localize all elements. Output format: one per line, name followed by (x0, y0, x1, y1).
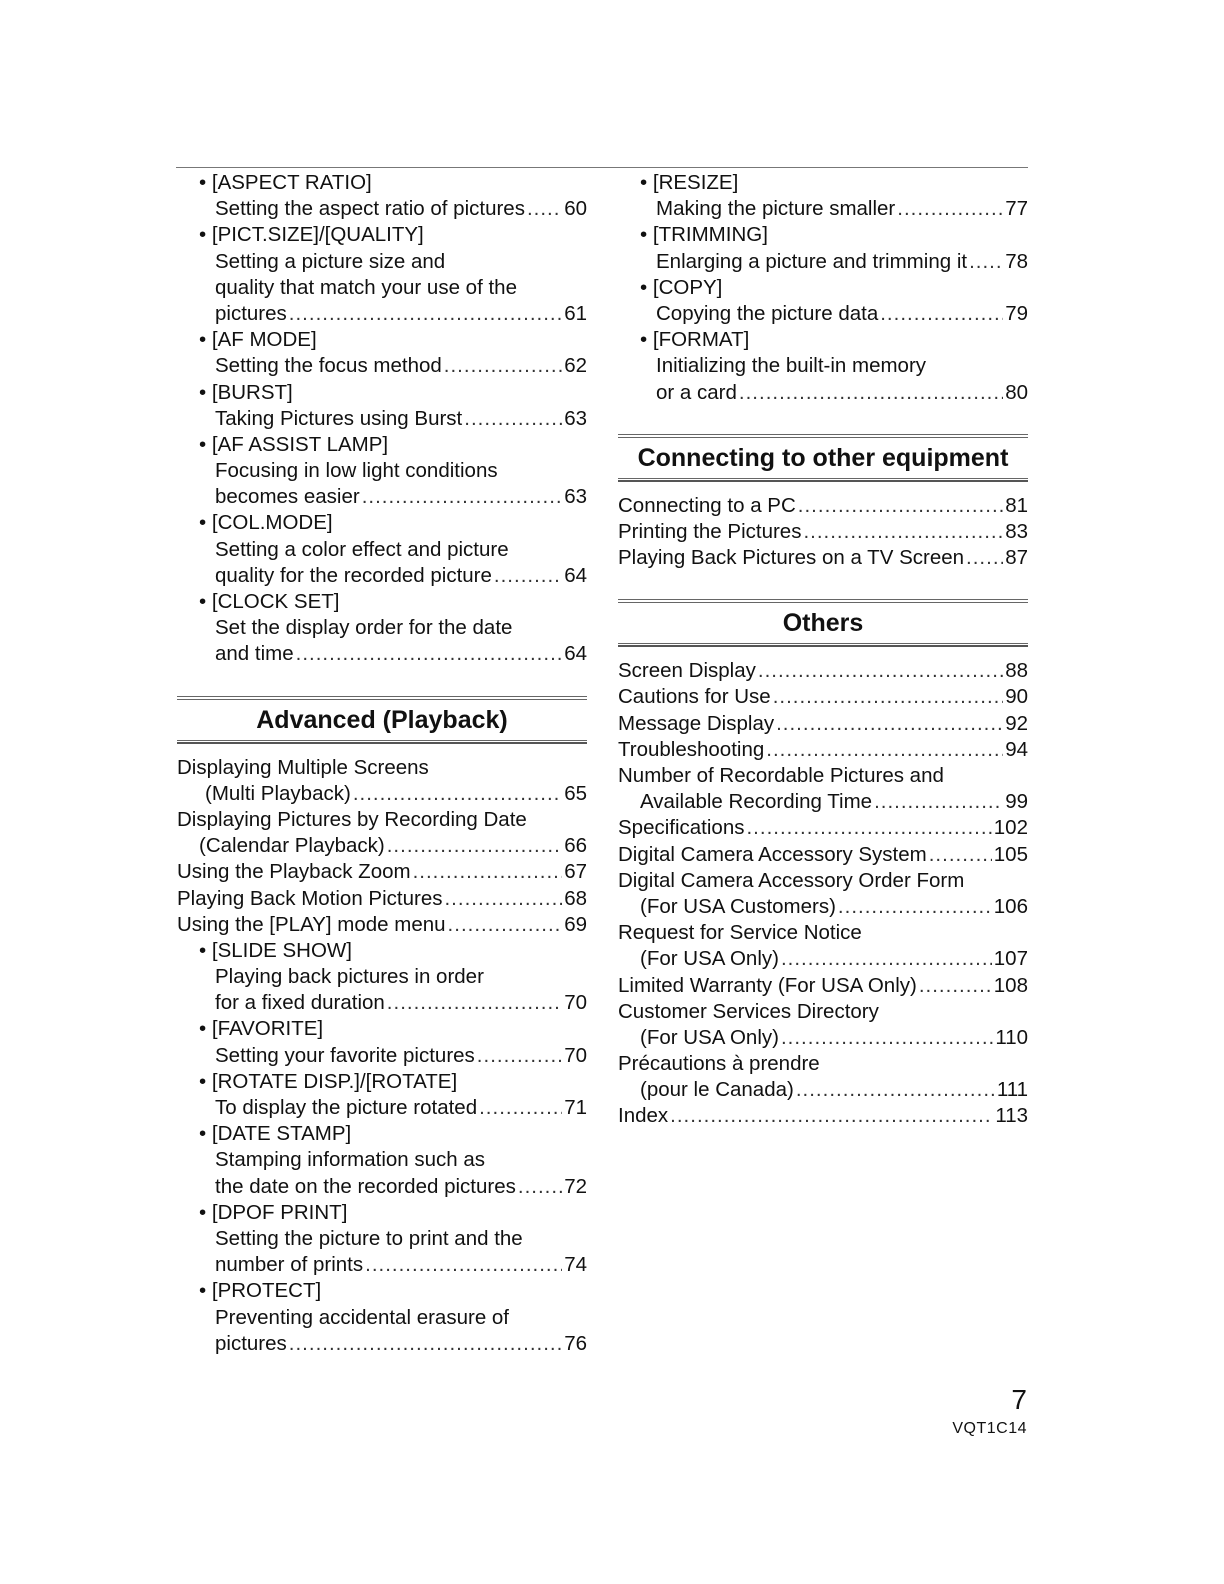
entry-title: Stamping information such as (215, 1148, 486, 1172)
dot-leader (527, 196, 562, 222)
entry-title: (Multi Playback) (205, 781, 351, 805)
toc-entry[interactable] (177, 833, 587, 859)
page-ref: 81 (1005, 493, 1028, 517)
toc-text-line (177, 1305, 587, 1331)
entry-title: pictures (215, 1331, 287, 1355)
dot-leader (387, 833, 562, 859)
entry-title: (For USA Customers) (640, 894, 836, 918)
toc-text-line (177, 537, 587, 563)
toc-entry[interactable] (618, 789, 1028, 815)
entry-title: Cautions for Use (618, 685, 771, 709)
toc-entry[interactable] (618, 301, 1028, 327)
page-ref: 106 (993, 894, 1028, 918)
entry-title: Playing Back Pictures on a TV Screen (618, 546, 965, 570)
entry-title: Setting a color effect and picture (215, 537, 509, 561)
toc-entry[interactable] (618, 658, 1028, 684)
entry-title: number of prints (215, 1253, 364, 1277)
page-ref: 76 (564, 1331, 587, 1355)
menu-item-heading (177, 510, 587, 536)
toc-text-line (177, 1226, 587, 1252)
entry-title: Enlarging a picture and trimming it (656, 249, 968, 273)
menu-item-heading (177, 589, 587, 615)
page-ref: 110 (995, 1025, 1028, 1049)
entry-title: Available Recording Time (640, 790, 873, 814)
dot-leader (289, 1331, 562, 1357)
toc-entry[interactable] (177, 1095, 587, 1121)
section-rule (177, 740, 587, 744)
toc-entry[interactable] (618, 519, 1028, 545)
left-menu-items (177, 170, 587, 668)
dot-leader (880, 301, 1003, 327)
toc-entry[interactable] (177, 990, 587, 1016)
dot-leader (365, 1252, 562, 1278)
page-ref: 78 (1005, 249, 1028, 273)
menu-item-label: • [ASPECT RATIO] (199, 171, 372, 194)
toc-entry[interactable] (177, 1043, 587, 1069)
menu-item-label: • [CLOCK SET] (199, 590, 340, 613)
entry-title: Printing the Pictures (618, 519, 802, 543)
entry-title: Setting your favorite pictures (215, 1043, 475, 1067)
menu-item-heading (177, 380, 587, 406)
dot-leader (758, 658, 1003, 684)
menu-item-label: • [COPY] (640, 275, 723, 299)
entry-title: Focusing in low light conditions (215, 459, 498, 483)
section-rule (618, 478, 1028, 482)
dot-leader (897, 196, 1003, 222)
page-ref: 66 (564, 834, 587, 858)
page-ref: 70 (564, 1043, 587, 1067)
toc-entry[interactable] (177, 563, 587, 589)
entry-title: Index (618, 1104, 669, 1128)
dot-leader (413, 859, 563, 885)
menu-item-heading (177, 222, 587, 248)
entry-title: (For USA Only) (640, 1025, 779, 1049)
entry-title: (pour le Canada) (640, 1078, 794, 1102)
toc-entry[interactable] (618, 249, 1028, 275)
page-ref: 105 (993, 842, 1028, 866)
toc-entry[interactable] (618, 842, 1028, 868)
dot-leader (969, 249, 1003, 275)
page-ref: 88 (1005, 659, 1028, 683)
dot-leader (670, 1103, 993, 1129)
menu-item-heading (618, 170, 1028, 196)
page-ref: 64 (564, 563, 587, 587)
section-advanced-playback (177, 696, 587, 744)
toc-entry[interactable] (177, 484, 587, 510)
toc-entry[interactable] (618, 493, 1028, 519)
dot-leader (781, 946, 992, 972)
dot-leader (477, 1043, 562, 1069)
entry-title: Taking Pictures using Burst (215, 406, 463, 430)
entry-title: the date on the recorded pictures (215, 1174, 516, 1198)
page-ref: 94 (1005, 737, 1028, 761)
toc-entry[interactable] (177, 859, 587, 885)
toc-entry[interactable] (177, 1252, 587, 1278)
toc-text-line (177, 807, 587, 833)
page-ref: 63 (564, 485, 587, 509)
menu-item-label: • [PROTECT] (199, 1279, 322, 1303)
menu-item-heading (177, 170, 587, 196)
dot-leader (773, 684, 1004, 710)
dot-leader (494, 563, 562, 589)
dot-leader (353, 781, 562, 807)
menu-item-label: • [DPOF PRINT] (199, 1200, 348, 1224)
page-number: 7 (1011, 1384, 1027, 1415)
entry-title: Using the Playback Zoom (177, 860, 411, 884)
entry-title: Set the display order for the date (215, 616, 513, 640)
entry-title: Initializing the built-in memory (656, 354, 927, 378)
toc-text-line (177, 615, 587, 641)
page-ref: 77 (1005, 197, 1028, 221)
page-ref: 80 (1005, 380, 1028, 404)
toc-text-line (618, 1051, 1028, 1077)
toc-entry[interactable] (177, 301, 587, 327)
entry-title: (For USA Only) (640, 947, 779, 971)
menu-item-label: • [FORMAT] (640, 328, 750, 352)
dot-leader (739, 380, 1003, 406)
others-entries (618, 658, 1028, 1129)
toc-entry[interactable] (177, 406, 587, 432)
entry-title: Screen Display (618, 659, 756, 683)
entry-title: Setting the picture to print and the (215, 1226, 523, 1250)
dot-leader (444, 886, 562, 912)
section-connecting (618, 434, 1028, 482)
page-ref: 62 (564, 354, 587, 378)
entry-title: Limited Warranty (For USA Only) (618, 973, 917, 997)
entry-title: Number of Recordable Pictures and (618, 764, 944, 787)
toc-text-line (177, 249, 587, 275)
entry-title: quality for the recorded picture (215, 563, 492, 587)
page-ref: 68 (564, 886, 587, 910)
toc-text-line (618, 763, 1028, 789)
menu-item-label: • [ROTATE DISP.]/[ROTATE] (199, 1069, 458, 1093)
dot-leader (746, 815, 991, 841)
entry-title: Setting the focus method (215, 354, 442, 378)
section-rule (618, 643, 1028, 647)
toc-entry[interactable] (618, 1077, 1028, 1103)
dot-leader (362, 484, 562, 510)
entry-title: Digital Camera Accessory Order Form (618, 868, 965, 892)
entry-title: becomes easier (215, 485, 360, 509)
section-title: Advanced (Playback) (256, 705, 508, 734)
dot-leader (796, 1077, 995, 1103)
toc-entry[interactable] (618, 196, 1028, 222)
dot-leader (444, 353, 562, 379)
menu-item-heading (177, 1278, 587, 1304)
dot-leader (776, 711, 1003, 737)
entry-title: Playing Back Motion Pictures (177, 886, 443, 910)
page-ref: 64 (564, 642, 587, 666)
page-ref: 111 (996, 1078, 1028, 1102)
entry-title: To display the picture rotated (215, 1096, 478, 1119)
menu-item-heading (177, 1121, 587, 1147)
toc-left-column (177, 170, 587, 1357)
entry-title: Customer Services Directory (618, 999, 879, 1023)
page-ref: 79 (1005, 301, 1028, 325)
section-others (618, 599, 1028, 647)
menu-item-label: • [COL.MODE] (199, 511, 333, 535)
connecting-entries (618, 493, 1028, 572)
page-ref: 83 (1005, 519, 1028, 543)
dot-leader (781, 1025, 993, 1051)
toc-entry[interactable] (618, 684, 1028, 710)
toc-entry[interactable] (618, 1103, 1028, 1129)
entry-title: Précautions à prendre (618, 1052, 820, 1076)
document-code: VQT1C14 (952, 1420, 1027, 1437)
entry-title: Playing back pictures in order (215, 965, 484, 989)
menu-item-heading (618, 222, 1028, 248)
toc-entry[interactable] (618, 380, 1028, 406)
page-ref: 92 (1005, 711, 1028, 735)
dot-leader (479, 1095, 562, 1121)
toc-text-line (177, 964, 587, 990)
entry-title: Preventing accidental erasure of (215, 1305, 510, 1329)
toc-entry[interactable] (177, 353, 587, 379)
menu-item-label: • [TRIMMING] (640, 223, 768, 247)
toc-entry[interactable] (177, 781, 587, 807)
page-ref: 67 (564, 860, 587, 884)
page-ref: 63 (564, 406, 587, 430)
entry-title: or a card (656, 380, 737, 404)
page-ref: 99 (1005, 790, 1028, 814)
menu-item-label: • [AF MODE] (199, 328, 317, 352)
page-ref: 72 (564, 1174, 587, 1198)
toc-entry[interactable] (177, 886, 587, 912)
entry-title: Using the [PLAY] mode menu (177, 912, 446, 936)
toc-text-line (618, 353, 1028, 379)
entry-title: Making the picture smaller (656, 197, 896, 221)
entry-title: Setting the aspect ratio of pictures (215, 197, 525, 221)
toc-text-line (618, 868, 1028, 894)
dot-leader (838, 894, 992, 920)
page-ref: 107 (993, 947, 1028, 971)
menu-item-label: • [PICT.SIZE]/[QUALITY] (199, 223, 424, 247)
play-menu-items (177, 938, 587, 1357)
page-ref: 61 (564, 301, 587, 325)
entry-title: Connecting to a PC (618, 493, 796, 517)
toc-entry[interactable] (618, 894, 1028, 920)
dot-leader (929, 842, 992, 868)
dot-leader (296, 641, 563, 667)
menu-item-label: • [BURST] (199, 380, 293, 404)
toc-right-column (618, 170, 1028, 1130)
toc-entry[interactable] (618, 545, 1028, 571)
section-title: Others (782, 609, 864, 638)
top-rule (176, 167, 1028, 168)
toc-text-line (618, 999, 1028, 1025)
dot-leader (387, 990, 562, 1016)
page-ref: 65 (564, 781, 587, 805)
page-ref: 60 (564, 197, 587, 221)
toc-entry[interactable] (177, 912, 587, 938)
entry-title: pictures (215, 301, 287, 325)
dot-leader (518, 1174, 562, 1200)
menu-item-label: • [RESIZE] (640, 171, 739, 194)
toc-entry[interactable] (177, 641, 587, 667)
toc-text-line (177, 1147, 587, 1173)
menu-item-heading (618, 327, 1028, 353)
toc-entry[interactable] (618, 1025, 1028, 1051)
menu-item-heading (177, 1016, 587, 1042)
menu-item-label: • [DATE STAMP] (199, 1122, 352, 1146)
toc-text-line (177, 755, 587, 781)
page-ref: 108 (993, 973, 1028, 997)
entry-title: for a fixed duration (215, 991, 385, 1015)
menu-item-heading (618, 275, 1028, 301)
entry-title: (Calendar Playback) (199, 834, 385, 858)
entry-title: Digital Camera Accessory System (618, 842, 927, 866)
dot-leader (798, 493, 1003, 519)
entry-title: Copying the picture data (656, 301, 879, 325)
toc-entry[interactable] (618, 973, 1028, 999)
playback-entries (177, 755, 587, 938)
dot-leader (448, 912, 563, 938)
entry-title: Troubleshooting (618, 737, 765, 761)
entry-title: Displaying Multiple Screens (177, 755, 429, 779)
page-ref: 113 (995, 1104, 1028, 1128)
dot-leader (464, 406, 562, 432)
menu-item-label: • [AF ASSIST LAMP] (199, 432, 389, 456)
entry-title: Request for Service Notice (618, 921, 862, 945)
entry-title: Setting a picture size and (215, 249, 446, 273)
menu-item-label: • [SLIDE SHOW] (199, 938, 352, 962)
menu-item-heading (177, 1069, 587, 1095)
entry-title: Message Display (618, 711, 775, 735)
dot-leader (966, 545, 1003, 571)
page-ref: 102 (993, 816, 1028, 840)
toc-text-line (177, 275, 587, 301)
dot-leader (766, 737, 1003, 763)
toc-entry[interactable] (618, 737, 1028, 763)
page-ref: 74 (564, 1253, 587, 1277)
entry-title: Specifications (618, 816, 745, 840)
menu-item-heading (177, 938, 587, 964)
toc-text-line (177, 458, 587, 484)
toc-text-line (618, 920, 1028, 946)
toc-entry[interactable] (618, 946, 1028, 972)
toc-entry[interactable] (618, 815, 1028, 841)
dot-leader (803, 519, 1003, 545)
entry-title: and time (215, 642, 294, 666)
entry-title: quality that match your use of the (215, 275, 517, 299)
dot-leader (919, 973, 992, 999)
menu-item-heading (177, 1200, 587, 1226)
menu-item-label: • [FAVORITE] (199, 1017, 324, 1041)
page-ref: 87 (1005, 546, 1028, 570)
page-ref: 69 (564, 912, 587, 936)
toc-entry[interactable] (177, 1174, 587, 1200)
right-menu-items (618, 170, 1028, 406)
toc-entry[interactable] (177, 1331, 587, 1357)
toc-entry[interactable] (177, 196, 587, 222)
entry-title: Displaying Pictures by Recording Date (177, 807, 527, 831)
dot-leader (289, 301, 562, 327)
menu-item-heading (177, 327, 587, 353)
page-ref: 71 (564, 1096, 587, 1119)
page-ref: 70 (564, 991, 587, 1015)
section-title: Connecting to other equipment (637, 443, 1009, 472)
toc-entry[interactable] (618, 711, 1028, 737)
menu-item-heading (177, 432, 587, 458)
page-ref: 90 (1005, 685, 1028, 709)
dot-leader (874, 789, 1003, 815)
